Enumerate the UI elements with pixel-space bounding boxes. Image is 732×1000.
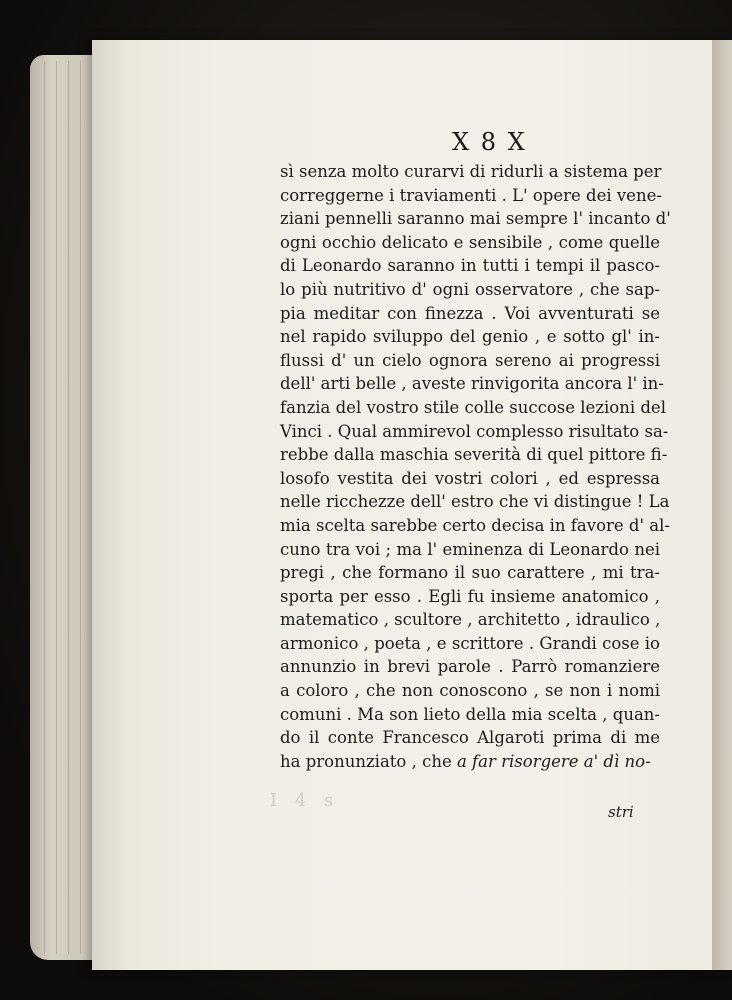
text-line: nel rapido sviluppo del genio , e sotto gl' in- [280, 327, 660, 347]
text-line: fanzia del vostro stile colle succose lezioni del [280, 397, 666, 417]
body-text [280, 160, 671, 773]
text-line: losofo vestita dei vostri colori , ed espressa [280, 468, 660, 488]
text-line: comuni . Ma son lieto della mia scelta , quan- [280, 704, 660, 724]
text-line: mia scelta sarebbe certo decisa in favore d' al- [280, 515, 670, 535]
text-line: nelle ricchezze dell' estro che vi distingue ! La [280, 492, 670, 512]
last-line-plain: ha pronunziato , che [280, 751, 457, 771]
page-number-header: X 8 X [452, 128, 527, 156]
text-line: dell' arti belle , aveste rinvigorita ancora l' in- [280, 374, 664, 394]
text-line: sporta per esso . Egli fu insieme anatomico , [280, 586, 660, 606]
text-line: cuno tra voi ; ma l' eminenza di Leonardo nei [280, 539, 660, 559]
text-line: sì senza molto curarvi di ridurli a sistema per [280, 162, 662, 181]
text-line: di Leonardo saranno in tutti i tempi il pasco- [280, 256, 660, 276]
text-line: ziani pennelli saranno mai sempre l' incanto d' [280, 209, 671, 229]
text-line: lo più nutritivo d' ogni osservatore , che sap- [280, 279, 660, 299]
catchword: stri [608, 803, 634, 821]
text-line-last [280, 750, 660, 774]
last-line-italic: a far risorgere a' dì no- [456, 751, 651, 771]
text-line: ogni occhio delicato e sensibile , come quelle [280, 232, 660, 252]
text-line: flussi d' un cielo ognora sereno ai progressi [280, 350, 660, 370]
bleed-through-text: I 4 s [270, 790, 340, 811]
text-line: armonico , poeta , e scrittore . Grandi cose io [280, 633, 660, 653]
text-line: pia meditar con finezza . Voi avventurati se [280, 303, 660, 323]
text-line: annunzio in brevi parole . Parrò romanziere [280, 657, 660, 677]
text-line: pregi , che formano il suo carattere , mi tra- [280, 563, 660, 583]
text-line: do il conte Francesco Algaroti prima di me [280, 728, 660, 748]
facing-page-edge [712, 40, 732, 970]
text-line: correggerne i traviamenti . L' opere dei vene- [280, 185, 662, 205]
text-line: Vinci . Qual ammirevol complesso risultato sa- [280, 421, 669, 441]
text-line: rebbe dalla maschia severità di quel pittore fi- [280, 445, 668, 465]
text-line: matematico , scultore , architetto , idraulico , [280, 610, 661, 630]
text-line: a coloro , che non conoscono , se non i nomi [280, 681, 660, 701]
